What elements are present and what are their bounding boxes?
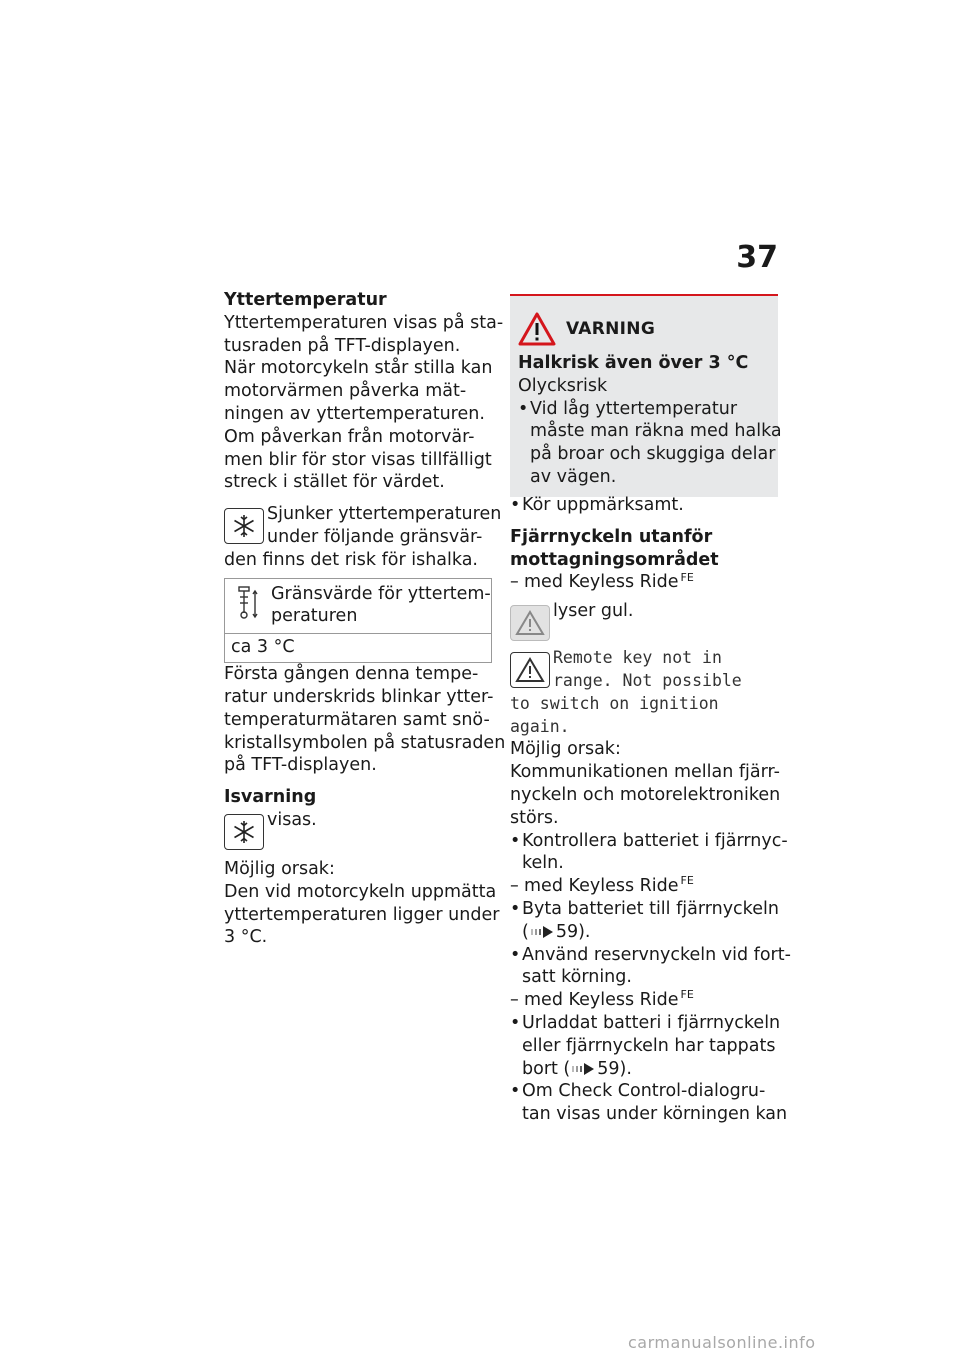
right-column — [510, 494, 791, 1126]
threshold-table-header — [225, 579, 491, 635]
cause-text: Den vid motorcykeln uppmätta yttertemperaturen ligger under 3 °C. — [224, 881, 500, 948]
snowflake-icon — [224, 814, 264, 850]
cause-label-remote: Möjlig orsak: — [510, 739, 621, 760]
paragraph-first-time: Första gången denna tempe- ratur underskrids blinkar ytter- temperaturmätaren samt snö- kristallsymbolen på statusraden på TFT-displayen. — [224, 664, 506, 776]
paragraph-outside-temp-display: Yttertemperaturen visas på sta- tusraden på TFT-displayen. — [224, 312, 504, 356]
cause-text-remote: Kommunikationen mellan fjärr- nyckeln och motorelektroniken störs. — [510, 762, 781, 828]
warning-header — [518, 310, 770, 348]
page-number: 37 — [736, 240, 778, 275]
threshold-table-value: ca 3 °C — [231, 637, 295, 658]
bullet-check-control: • Om Check Control-dialogru- tan visas under körningen kan — [510, 1081, 788, 1125]
bullet-discharged-battery: • Urladdat batteri i fjärrnyckeln eller fjärrnyckeln har tappats bort ( 59). — [510, 1012, 781, 1079]
yellow-light-note: lyser gul. — [510, 600, 778, 647]
paragraph-engine-heat: När motorcykeln står stilla kan motorvärmen påverka mät- ningen av yttertemperaturen. Om påverkan från motorvär- men blir för stor visas tillfälligt streck i stället för värdet. — [224, 358, 493, 493]
keyless-ride-condition: – med Keyless Ride $^{FE}$ — [510, 988, 694, 1011]
warning-triangle-icon — [510, 652, 550, 688]
page-reference[interactable]: 59). — [597, 1058, 632, 1079]
thermometer-icon — [231, 583, 271, 630]
section-heading-outside-temp: Yttertemperatur — [224, 290, 387, 310]
left-column — [224, 289, 506, 949]
bullet-replace-battery: • Byta batteriet till fjärrnyckeln ( 59). — [510, 898, 779, 942]
page-reference-arrow-icon — [531, 926, 553, 938]
threshold-table-label: Gränsvärde för yttertem- peraturen — [271, 583, 491, 627]
warning-label: VARNING — [566, 318, 656, 339]
cause-label: Möjlig orsak: — [224, 858, 335, 879]
bullet-check-battery: • Kontrollera batteriet i fjärrnyc- keln. — [510, 830, 788, 874]
section-heading-remote-key: Fjärrnyckeln utanför mottagningsområdet — [510, 526, 719, 570]
page-reference-arrow-icon — [572, 1063, 594, 1075]
warning-title: Halkrisk även över 3 °C — [518, 353, 749, 373]
ice-warning-note: visas. — [224, 809, 492, 858]
keyless-ride-condition: – med Keyless Ride $^{FE}$ — [510, 874, 694, 897]
threshold-table — [224, 578, 492, 664]
bullet-spare-key: • Använd reservnyckeln vid fort- satt körning. — [510, 944, 791, 988]
keyless-ride-condition: – med Keyless Ride $^{FE}$ — [510, 570, 694, 593]
general-warning-icon — [510, 605, 550, 641]
warning-triangle-icon — [518, 312, 556, 346]
page-reference[interactable]: 59). — [555, 921, 591, 942]
snowflake-icon — [224, 508, 264, 544]
warning-box — [510, 294, 782, 497]
snowflake-note: Sjunker yttertemperaturen under följande gränsvär- den finns det risk för ishalka. — [224, 504, 502, 570]
warning-bullet: • Vid låg yttertemperatur måste man räkna med halka på broar och skuggiga delar av vägen. — [518, 398, 782, 487]
section-heading-ice-warning: Isvarning — [224, 787, 317, 808]
warning-subtitle: Olycksrisk — [518, 375, 608, 396]
bullet-drive-careful: • Kör uppmärksamt. — [510, 495, 684, 515]
watermark: carmanualsonline.info — [628, 1333, 816, 1352]
display-message: Remote key not in range. Not possible to switch on ignition again. — [510, 648, 742, 736]
